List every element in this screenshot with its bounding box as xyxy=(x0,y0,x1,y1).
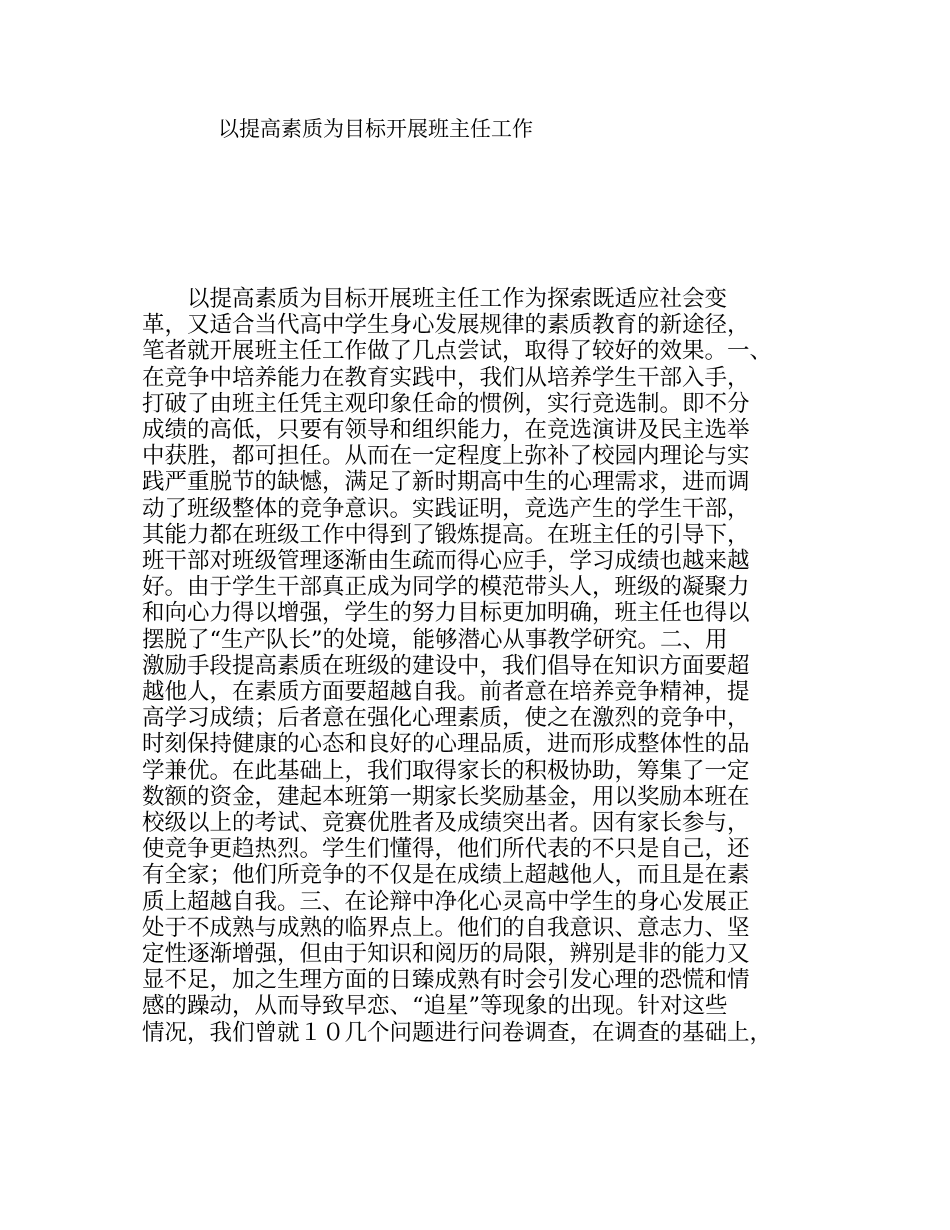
body-line: 处于不成熟与成熟的临界点上。他们的自我意识、意志力、坚 xyxy=(142,914,750,941)
body-line: 和向心力得以增强，学生的努力目标更加明确，班主任也得以 xyxy=(142,600,750,627)
body-line: 质上超越自我。三、在论辩中净化心灵高中学生的身心发展正 xyxy=(142,888,750,915)
body-line: 高学习成绩；后者意在强化心理素质，使之在激烈的竞争中， xyxy=(142,705,750,732)
body-line: 在竞争中培养能力在教育实践中，我们从培养学生干部入手， xyxy=(142,364,750,391)
body-line: 使竞争更趋热烈。学生们懂得，他们所代表的不只是自己，还 xyxy=(142,836,750,863)
document-title: 以提高素质为目标开展班主任工作 xyxy=(218,117,533,141)
body-line: 笔者就开展班主任工作做了几点尝试，取得了较好的效果。一、 xyxy=(142,338,773,365)
body-line: 动了班级整体的竞争意识。实践证明，竞选产生的学生干部， xyxy=(142,495,750,522)
body-line: 好。由于学生干部真正成为同学的模范带头人，班级的凝聚力 xyxy=(142,574,750,601)
body-line: 校级以上的考试、竞赛优胜者及成绩突出者。因有家长参与， xyxy=(142,810,750,837)
body-line: 其能力都在班级工作中得到了锻炼提高。在班主任的引导下， xyxy=(142,521,750,548)
body-line: 数额的资金，建起本班第一期家长奖励基金，用以奖励本班在 xyxy=(142,783,750,810)
body-line: 践严重脱节的缺憾，满足了新时期高中生的心理需求，进而调 xyxy=(142,469,750,496)
document-body xyxy=(142,286,842,1046)
body-line: 越他人，在素质方面要超越自我。前者意在培养竞争精神，提 xyxy=(142,679,750,706)
body-line: 以提高素质为目标开展班主任工作为探索既适应社会变 xyxy=(142,286,728,312)
body-line: 时刻保持健康的心态和良好的心理品质，进而形成整体性的品 xyxy=(142,731,750,758)
body-line: 情况，我们曾就１０几个问题进行问卷调查，在调查的基础上， xyxy=(142,1019,773,1046)
body-line: 中获胜，都可担任。从而在一定程度上弥补了校园内理论与实 xyxy=(142,443,750,470)
body-line: 学兼优。在此基础上，我们取得家长的积极协助，筹集了一定 xyxy=(142,757,750,784)
body-line: 成绩的高低，只要有领导和组织能力，在竞选演讲及民主选举 xyxy=(142,417,750,444)
body-line: 有全家；他们所竞争的不仅是在成绩上超越他人，而且是在素 xyxy=(142,862,750,889)
body-line: 打破了由班主任凭主观印象任命的惯例，实行竞选制。即不分 xyxy=(142,390,750,417)
body-line: 革，又适合当代高中学生身心发展规律的素质教育的新途径， xyxy=(142,312,750,339)
body-line: 班干部对班级管理逐渐由生疏而得心应手，学习成绩也越来越 xyxy=(142,548,750,575)
body-line: 显不足，加之生理方面的日臻成熟有时会引发心理的恐慌和情 xyxy=(142,967,750,994)
body-line: 感的躁动，从而导致早恋、“追星”等现象的出现。针对这些 xyxy=(142,993,728,1020)
body-line: 激励手段提高素质在班级的建设中，我们倡导在知识方面要超 xyxy=(142,652,750,679)
body-line: 摆脱了“生产队长”的处境，能够潜心从事教学研究。二、用 xyxy=(142,626,728,653)
body-line: 定性逐渐增强，但由于知识和阅历的局限，辨别是非的能力又 xyxy=(142,941,750,968)
